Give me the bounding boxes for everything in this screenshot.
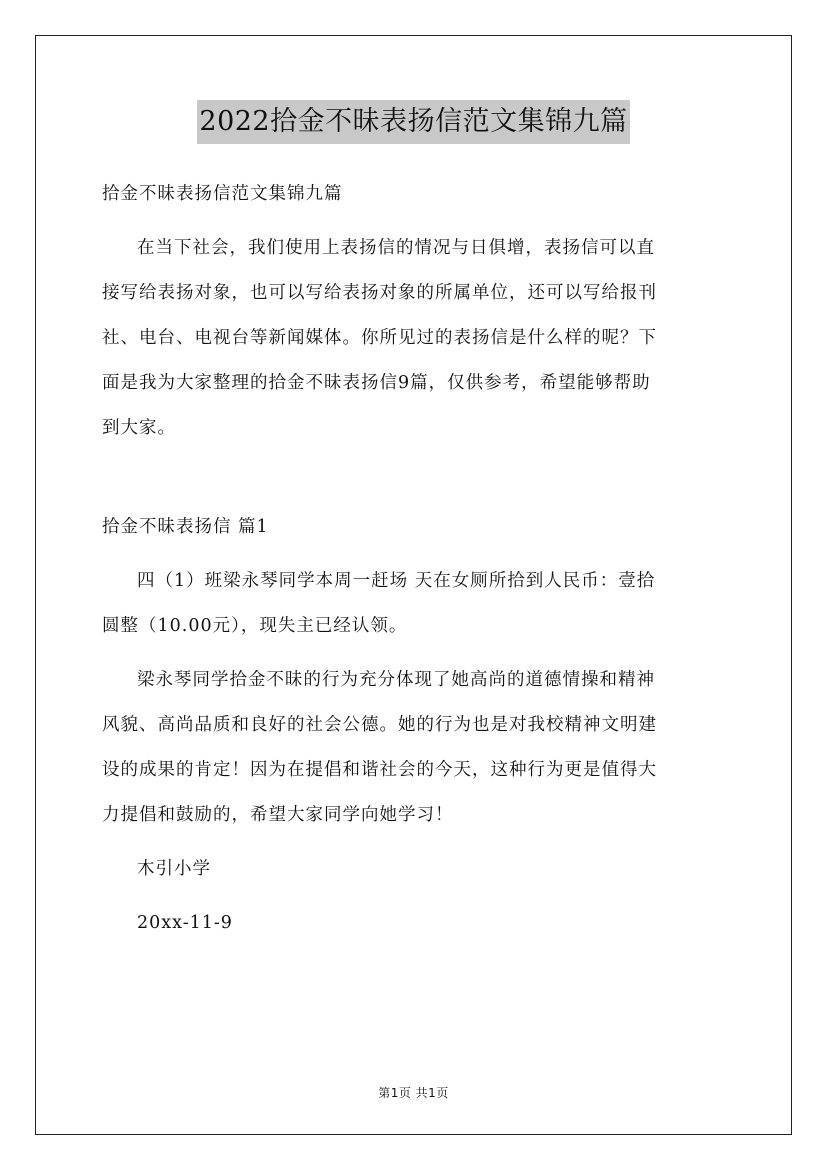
intro-line: 在当下社会，我们使用上表扬信的情况与日俱增，表扬信可以直: [137, 238, 655, 258]
document-title: 2022拾金不昧表扬信范文集锦九篇: [197, 100, 629, 144]
intro-line: 接写给表扬对象，也可以写给表扬对象的所属单位，还可以写给报刊: [102, 283, 657, 303]
paragraph-line: 风貌、高尚品质和良好的社会公德。她的行为也是对我校精神文明建: [102, 715, 657, 735]
intro-line: 面是我为大家整理的拾金不昧表扬信9篇，仅供参考，希望能够帮助: [102, 373, 651, 393]
paragraph-line: 圆整（10.00元），现失主已经认领。: [102, 616, 408, 636]
paragraph-line: 力提倡和鼓励的，希望大家同学向她学习！: [102, 805, 454, 825]
section1-paragraph2: [102, 658, 728, 838]
paragraph-line: 梁永琴同学拾金不昧的行为充分体现了她高尚的道德情操和精神: [137, 670, 655, 690]
intro-paragraph: [102, 226, 728, 451]
page-footer: 第1页 共1页: [378, 1086, 449, 1100]
section1-heading: 拾金不昧表扬信 篇1: [102, 517, 269, 537]
intro-line: 社、电台、电视台等新闻媒体。你所见过的表扬信是什么样的呢？下: [102, 328, 657, 348]
signature: 木引小学: [137, 859, 211, 879]
paragraph-line: 设的成果的肯定！因为在提倡和谐社会的今天，这种行为更是值得大: [102, 760, 657, 780]
paragraph-line: 四（1）班梁永琴同学本周一赶场 天在女厕所拾到人民币：壹拾: [137, 571, 656, 591]
document-heading: 拾金不昧表扬信范文集锦九篇: [102, 184, 343, 204]
signature-date: 20xx-11-9: [137, 913, 233, 933]
section-spacer: [102, 451, 728, 505]
section1-paragraph1: [102, 559, 728, 649]
intro-line: 到大家。: [102, 418, 176, 438]
title-container: [0, 100, 827, 144]
document-body: [102, 172, 728, 946]
